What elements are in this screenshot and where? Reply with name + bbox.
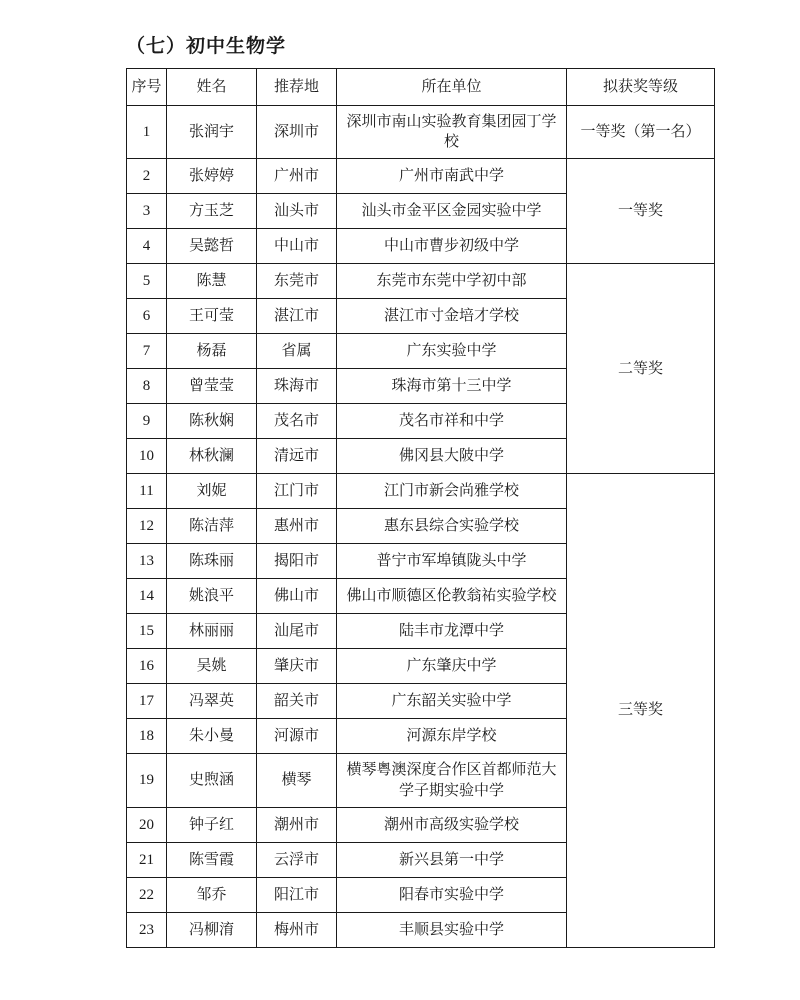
cell-place: 横琴 [257,754,337,808]
cell-serial: 5 [127,264,167,299]
cell-name: 陈秋娴 [167,404,257,439]
cell-place: 汕尾市 [257,614,337,649]
cell-name: 林丽丽 [167,614,257,649]
cell-serial: 15 [127,614,167,649]
cell-place: 梅州市 [257,912,337,947]
table-row [127,264,715,299]
table-header-row [127,68,715,105]
cell-serial: 19 [127,754,167,808]
cell-name: 陈雪霞 [167,842,257,877]
header-award-level: 拟获奖等级 [567,68,715,105]
cell-place: 阳江市 [257,877,337,912]
cell-name: 林秋澜 [167,439,257,474]
cell-serial: 6 [127,299,167,334]
cell-name: 冯翠英 [167,684,257,719]
cell-school: 汕头市金平区金园实验中学 [337,194,567,229]
table-body [127,105,715,947]
cell-place: 广州市 [257,159,337,194]
cell-serial: 11 [127,474,167,509]
cell-school: 丰顺县实验中学 [337,912,567,947]
cell-serial: 9 [127,404,167,439]
cell-school: 东莞市东莞中学初中部 [337,264,567,299]
cell-name: 陈洁萍 [167,509,257,544]
cell-place: 汕头市 [257,194,337,229]
cell-place: 清远市 [257,439,337,474]
cell-serial: 16 [127,649,167,684]
award-results-table [126,68,715,948]
cell-place: 河源市 [257,719,337,754]
table-row [127,159,715,194]
cell-school: 深圳市南山实验教育集团园丁学校 [337,105,567,159]
cell-place: 潮州市 [257,807,337,842]
cell-place: 韶关市 [257,684,337,719]
cell-school: 新兴县第一中学 [337,842,567,877]
cell-school: 惠东县综合实验学校 [337,509,567,544]
cell-place: 佛山市 [257,579,337,614]
table-row [127,105,715,159]
cell-place: 云浮市 [257,842,337,877]
table-row [127,474,715,509]
cell-serial: 7 [127,334,167,369]
cell-name: 刘妮 [167,474,257,509]
cell-place: 惠州市 [257,509,337,544]
cell-name: 姚浪平 [167,579,257,614]
cell-serial: 2 [127,159,167,194]
cell-school: 普宁市军埠镇陇头中学 [337,544,567,579]
cell-name: 杨磊 [167,334,257,369]
cell-school: 广东韶关实验中学 [337,684,567,719]
cell-school: 陆丰市龙潭中学 [337,614,567,649]
cell-school: 江门市新会尚雅学校 [337,474,567,509]
cell-serial: 23 [127,912,167,947]
cell-name: 方玉芝 [167,194,257,229]
cell-name: 吴姚 [167,649,257,684]
cell-place: 茂名市 [257,404,337,439]
cell-place: 肇庆市 [257,649,337,684]
header-place: 推荐地 [257,68,337,105]
cell-school: 广东实验中学 [337,334,567,369]
cell-name: 陈慧 [167,264,257,299]
cell-place: 珠海市 [257,369,337,404]
cell-serial: 20 [127,807,167,842]
cell-name: 张婷婷 [167,159,257,194]
cell-name: 曾莹莹 [167,369,257,404]
cell-place: 揭阳市 [257,544,337,579]
cell-name: 朱小曼 [167,719,257,754]
cell-school: 河源东岸学校 [337,719,567,754]
cell-place: 中山市 [257,229,337,264]
cell-serial: 10 [127,439,167,474]
cell-award-level: 一等奖 [567,159,715,264]
cell-school: 潮州市高级实验学校 [337,807,567,842]
cell-school: 横琴粤澳深度合作区首都师范大学子期实验中学 [337,754,567,808]
cell-award-level: 三等奖 [567,474,715,948]
cell-name: 陈珠丽 [167,544,257,579]
cell-school: 珠海市第十三中学 [337,369,567,404]
cell-place: 深圳市 [257,105,337,159]
cell-place: 省属 [257,334,337,369]
cell-place: 江门市 [257,474,337,509]
cell-serial: 18 [127,719,167,754]
cell-serial: 12 [127,509,167,544]
cell-place: 东莞市 [257,264,337,299]
cell-school: 茂名市祥和中学 [337,404,567,439]
cell-school: 广东肇庆中学 [337,649,567,684]
cell-name: 史煦涵 [167,754,257,808]
cell-name: 王可莹 [167,299,257,334]
document-page [126,36,716,948]
cell-name: 邹乔 [167,877,257,912]
cell-serial: 13 [127,544,167,579]
cell-serial: 8 [127,369,167,404]
cell-serial: 22 [127,877,167,912]
header-school: 所在单位 [337,68,567,105]
cell-school: 佛冈县大陂中学 [337,439,567,474]
cell-school: 阳春市实验中学 [337,877,567,912]
section-title: （七）初中生物学 [126,36,287,57]
cell-name: 张润宇 [167,105,257,159]
cell-name: 冯柳淯 [167,912,257,947]
cell-serial: 3 [127,194,167,229]
cell-award-level: 二等奖 [567,264,715,474]
cell-serial: 21 [127,842,167,877]
header-name: 姓名 [167,68,257,105]
cell-name: 钟子红 [167,807,257,842]
cell-serial: 14 [127,579,167,614]
cell-school: 广州市南武中学 [337,159,567,194]
cell-serial: 17 [127,684,167,719]
cell-serial: 4 [127,229,167,264]
cell-school: 湛江市寸金培才学校 [337,299,567,334]
cell-name: 吴懿哲 [167,229,257,264]
cell-place: 湛江市 [257,299,337,334]
cell-school: 中山市曹步初级中学 [337,229,567,264]
cell-serial: 1 [127,105,167,159]
cell-award-level: 一等奖（第一名） [567,105,715,159]
header-serial-number: 序号 [127,68,167,105]
cell-school: 佛山市顺德区伦教翁祐实验学校 [337,579,567,614]
